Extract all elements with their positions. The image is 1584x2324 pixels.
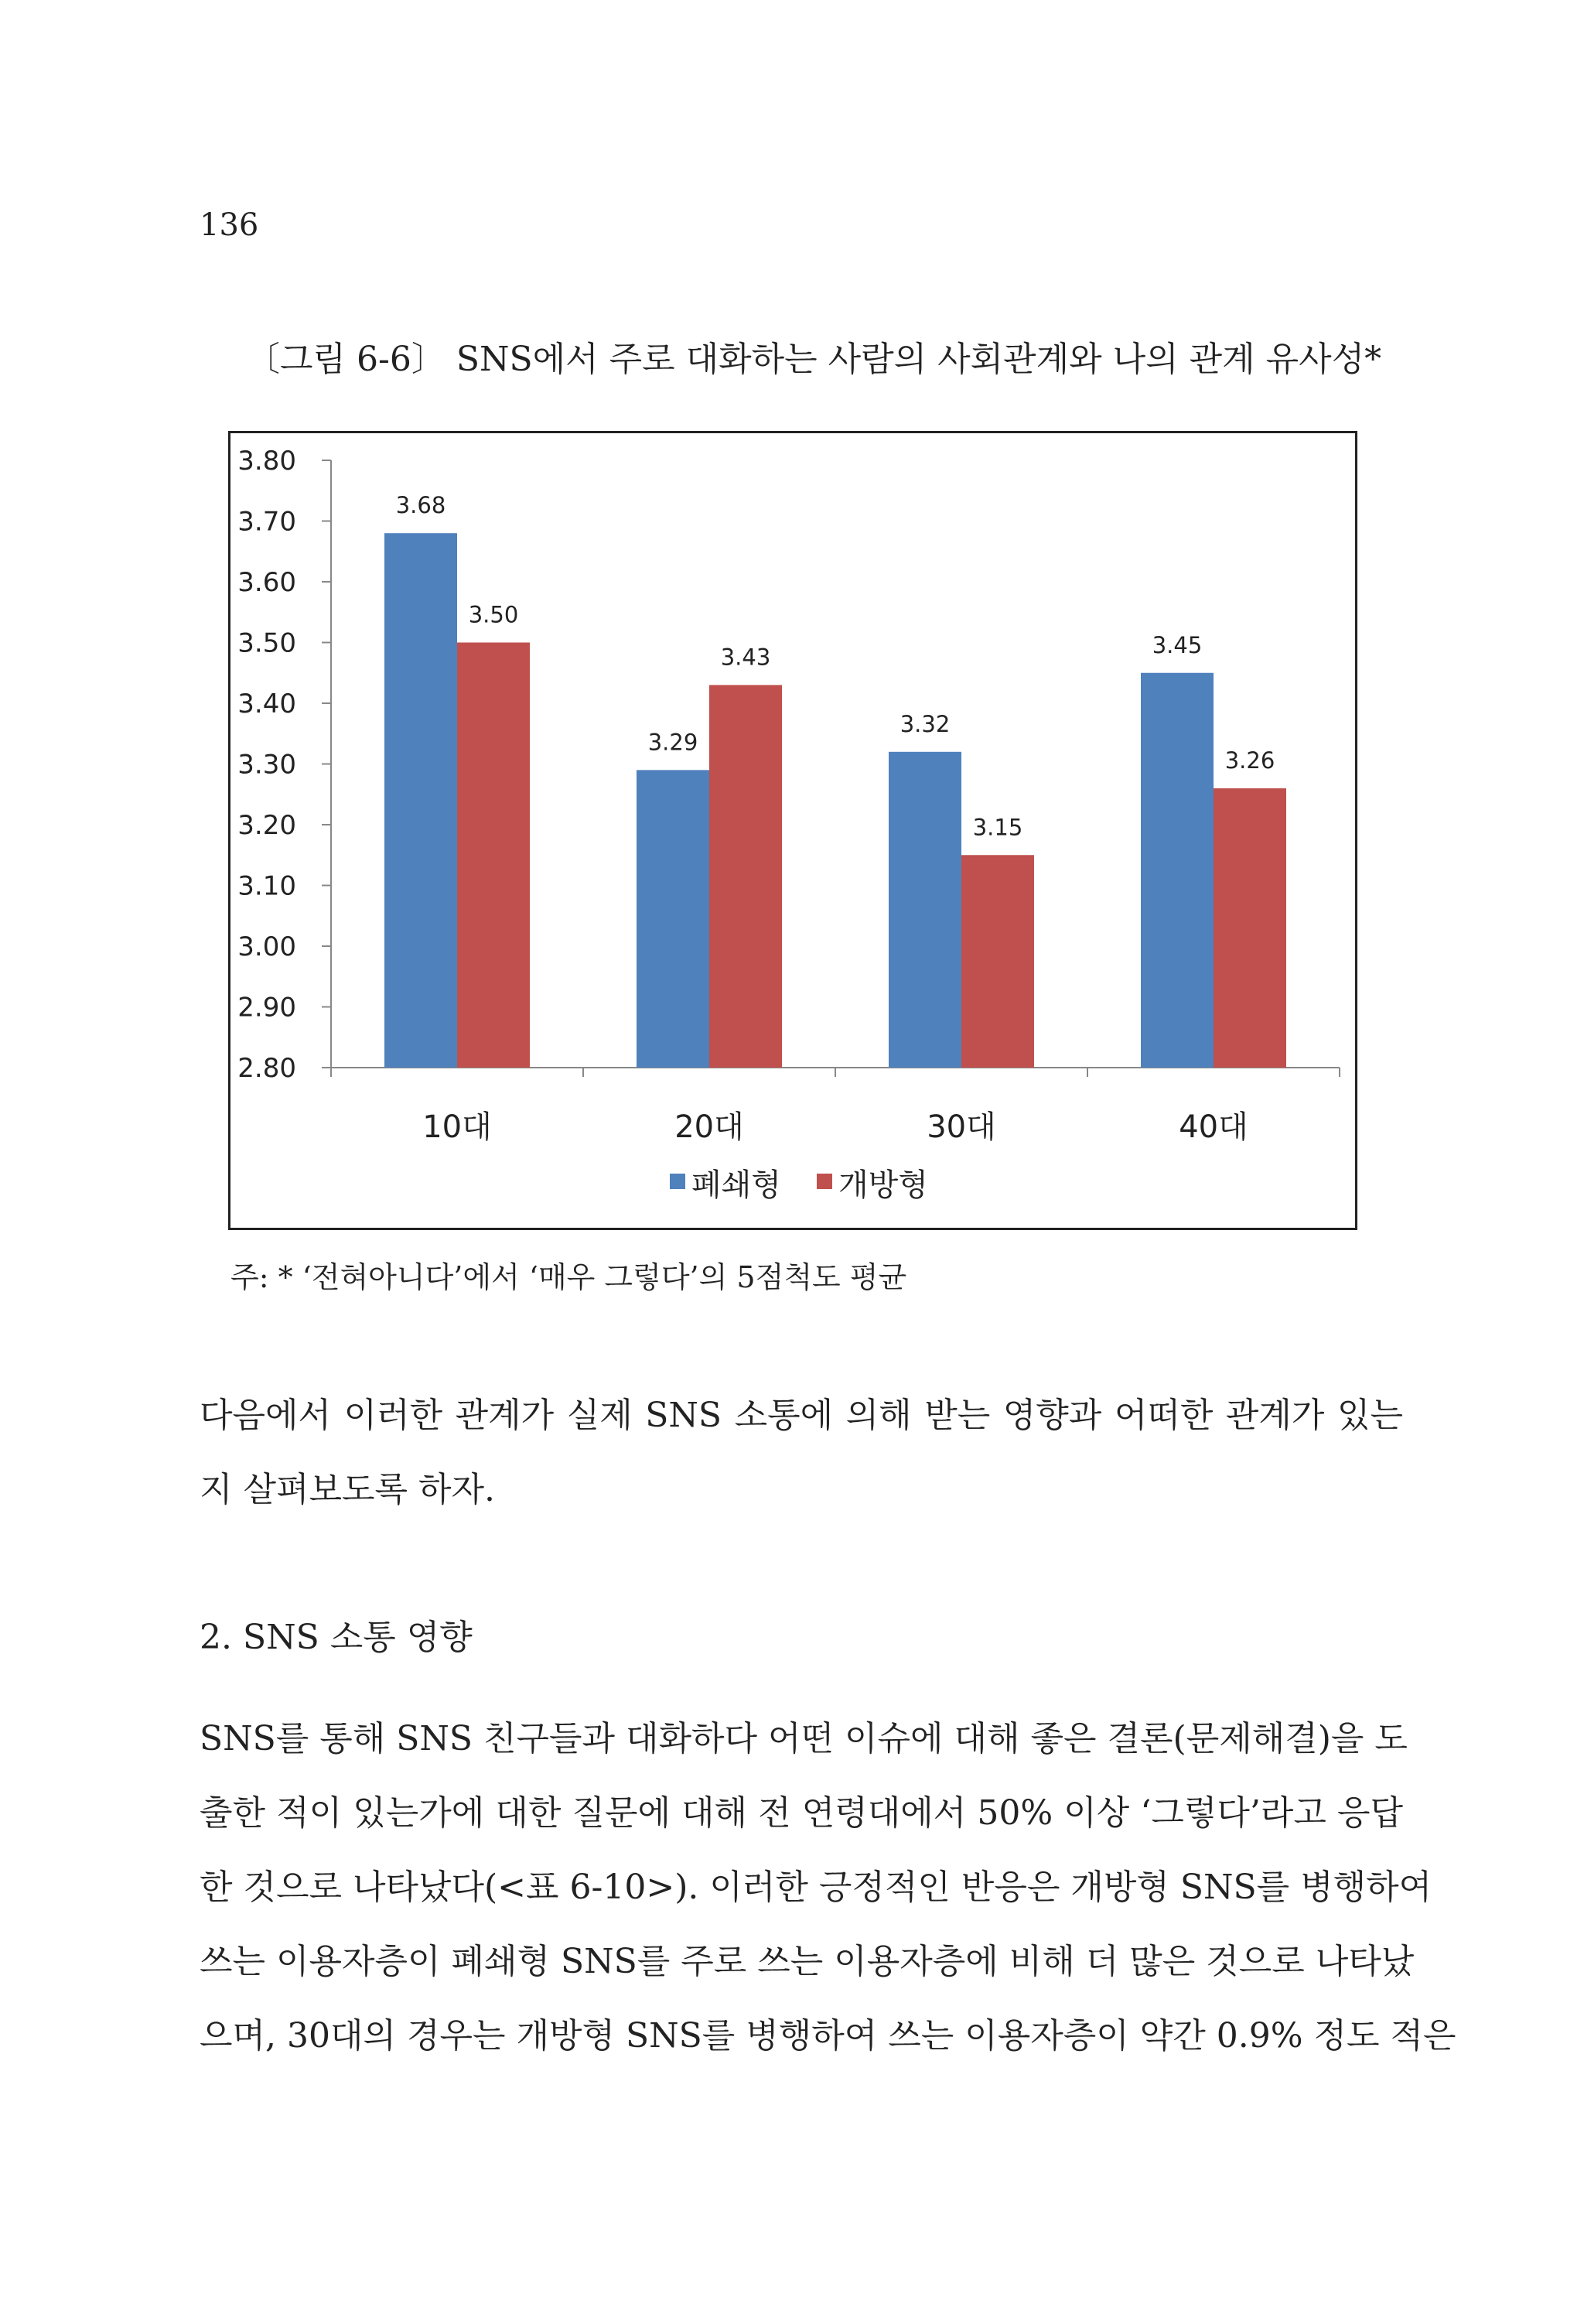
- bar: [961, 855, 1034, 1068]
- paragraph-line: 쓰는 이용자층이 폐쇄형 SNS를 주로 쓰는 이용자층에 비해 더 많은 것으로 나타났: [200, 1942, 1415, 1981]
- data-label: 3.26: [1224, 747, 1275, 774]
- bar: [384, 533, 457, 1068]
- legend-swatch: [670, 1174, 685, 1189]
- y-tick-label: 3.80: [237, 446, 296, 477]
- bar: [889, 752, 961, 1068]
- x-tick-label: 40대: [1179, 1109, 1248, 1145]
- legend-label: 개방형: [838, 1167, 928, 1203]
- y-tick-label: 3.30: [237, 749, 296, 781]
- legend-label: 폐쇄형: [691, 1167, 781, 1203]
- x-tick-label: 20대: [674, 1109, 744, 1145]
- paragraph-line: 으며, 30대의 경우는 개방형 SNS를 병행하여 쓰는 이용자층이 약간 0.9% 정도 적은: [200, 2016, 1456, 2056]
- paragraph-line: 다음에서 이러한 관계가 실제 SNS 소통에 의해 받는 영향과 어떠한 관계가 있는: [200, 1396, 1403, 1435]
- legend-swatch: [817, 1174, 832, 1189]
- data-label: 3.68: [395, 492, 446, 519]
- bar: [1214, 788, 1286, 1068]
- data-label: 3.29: [647, 729, 698, 756]
- y-tick-label: 3.50: [237, 627, 296, 659]
- paragraph-line: 지 살펴보도록 하자.: [200, 1470, 495, 1509]
- data-label: 3.15: [972, 814, 1023, 841]
- bar: [457, 643, 530, 1068]
- bar: [1141, 673, 1214, 1068]
- bar-chart: [228, 431, 1357, 1230]
- data-label: 3.32: [900, 710, 951, 737]
- x-tick-label: 30대: [927, 1109, 996, 1145]
- paragraph-line: 한 것으로 나타났다(<표 6-10>). 이러한 긍정적인 반응은 개방형 SNS를 병행하여: [200, 1868, 1432, 1907]
- y-tick-label: 3.40: [237, 689, 296, 719]
- x-tick-label: 10대: [422, 1109, 492, 1145]
- paragraph-2: [200, 1702, 1456, 2073]
- bar: [637, 770, 709, 1068]
- paragraph-line: SNS를 통해 SNS 친구들과 대화하다 어떤 이슈에 대해 좋은 결론(문제해결)을 도: [200, 1719, 1408, 1758]
- chart-canvas: [230, 433, 1355, 1228]
- data-label: 3.45: [1152, 631, 1203, 658]
- figure-note: 주: * ‘전혀아니다’에서 ‘매우 그렇다’의 5점척도 평균: [230, 1260, 907, 1294]
- paragraph-1: [200, 1379, 1403, 1527]
- y-tick-label: 2.90: [237, 992, 296, 1024]
- page-number: 136: [200, 207, 259, 243]
- figure-caption: 〔그림 6-6〕 SNS에서 주로 대화하는 사람의 사회관계와 나의 관계 유사성*: [246, 340, 1382, 379]
- bar: [709, 685, 782, 1068]
- y-tick-label: 3.00: [237, 931, 296, 962]
- y-tick-label: 2.80: [237, 1053, 296, 1084]
- paragraph-line: 출한 적이 있는가에 대한 질문에 대해 전 연령대에서 50% 이상 ‘그렇다’라고 응답: [200, 1793, 1403, 1833]
- data-label: 3.50: [468, 601, 519, 628]
- y-tick-label: 3.20: [237, 810, 296, 841]
- y-tick-label: 3.70: [237, 506, 296, 538]
- section-heading: 2. SNS 소통 영향: [200, 1618, 473, 1657]
- data-label: 3.43: [720, 644, 771, 671]
- y-tick-label: 3.10: [237, 870, 296, 902]
- y-tick-label: 3.60: [237, 567, 296, 598]
